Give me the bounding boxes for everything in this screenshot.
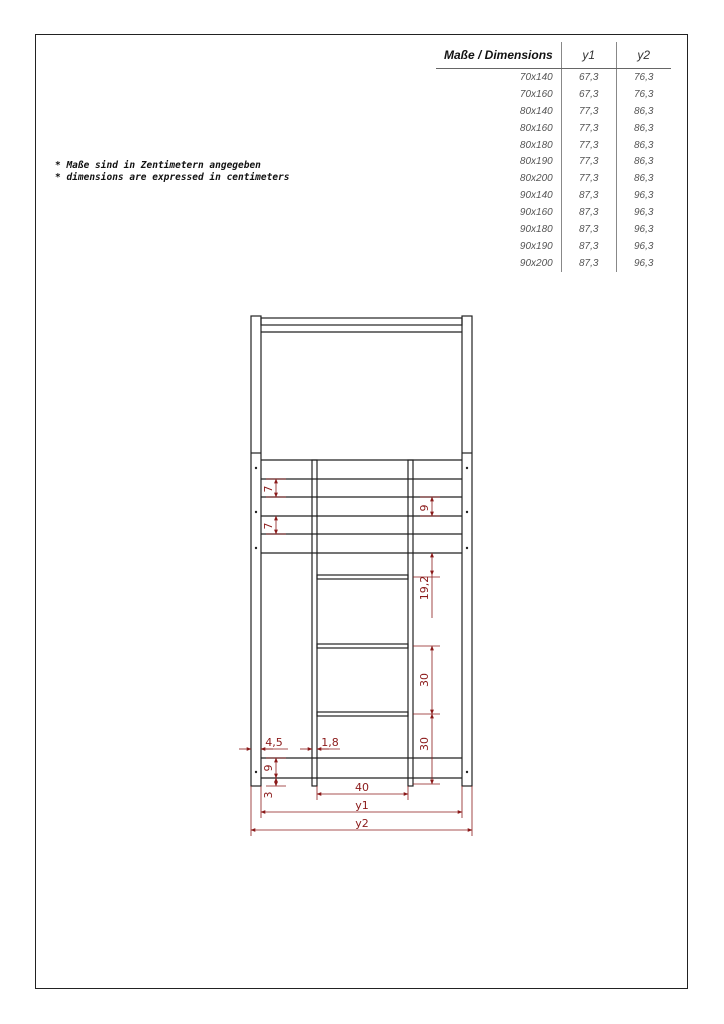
dim-label-post-width: 4,5 bbox=[265, 736, 283, 749]
bolt-dot bbox=[466, 771, 468, 773]
bolt-dot bbox=[255, 511, 257, 513]
cell-y1: 77,3 bbox=[561, 137, 616, 154]
ladder-rung-2 bbox=[317, 644, 408, 648]
dim-label-bottom-height: 9 bbox=[262, 764, 275, 772]
cell-size: 90x140 bbox=[519, 190, 553, 202]
bolt-dots bbox=[255, 467, 468, 773]
cell-y2: 96,3 bbox=[616, 238, 671, 255]
dim-label-y1: y1 bbox=[355, 799, 369, 812]
cell-y1: 87,3 bbox=[561, 204, 616, 221]
header-y1: y1 bbox=[561, 42, 616, 69]
left-post bbox=[251, 316, 261, 786]
cell-size: 90x180 bbox=[519, 223, 553, 235]
cell-size: 90x160 bbox=[519, 207, 553, 219]
bolt-dot bbox=[466, 511, 468, 513]
dim-label-y2: y2 bbox=[355, 817, 369, 830]
cell-size: 80x160 bbox=[519, 122, 553, 134]
cell-y2: 86,3 bbox=[616, 120, 671, 137]
bolt-dot bbox=[466, 467, 468, 469]
cell-y2: 86,3 bbox=[616, 103, 671, 120]
dim-label-rung-second: 30 bbox=[418, 673, 431, 687]
cell-size: 90x200 bbox=[519, 257, 553, 269]
bolt-dot bbox=[255, 467, 257, 469]
cell-y2: 76,3 bbox=[616, 69, 671, 86]
ladder-rung-3 bbox=[317, 712, 408, 716]
ladder-rung-1 bbox=[317, 575, 408, 579]
dim-label-rung-first: 19,2 bbox=[418, 575, 431, 601]
cell-size: 90x190 bbox=[519, 240, 553, 252]
cell-y2: 86,3 bbox=[616, 153, 671, 170]
dim-label-rail-gap-top: 7 bbox=[262, 485, 275, 493]
bed-frame bbox=[251, 316, 472, 786]
cell-y2: 96,3 bbox=[616, 204, 671, 221]
dim-label-rung-third: 30 bbox=[418, 737, 431, 751]
cell-y1: 67,3 bbox=[561, 69, 616, 86]
note-english: * dimensions are expressed in centimeters bbox=[55, 172, 290, 183]
cell-y2: 86,3 bbox=[616, 137, 671, 154]
cell-y1: 67,3 bbox=[561, 86, 616, 103]
top-rail bbox=[261, 318, 462, 325]
cell-y2: 86,3 bbox=[616, 170, 671, 187]
cell-size: 80x140 bbox=[519, 105, 553, 117]
ladder-right-post bbox=[408, 460, 413, 786]
dim-label-rail-gap-mid: 7 bbox=[262, 522, 275, 530]
cell-y1: 77,3 bbox=[561, 170, 616, 187]
cell-y1: 87,3 bbox=[561, 255, 616, 272]
dim-label-bottom-gap: 3 bbox=[262, 791, 275, 799]
dim-label-right-gap: 9 bbox=[418, 504, 431, 512]
cell-size: 80x190 bbox=[519, 156, 553, 168]
cell-y1: 87,3 bbox=[561, 221, 616, 238]
cell-size: 70x140 bbox=[519, 71, 553, 83]
header-y2: y2 bbox=[616, 42, 671, 69]
cell-y1: 87,3 bbox=[561, 238, 616, 255]
cell-size: 70x160 bbox=[519, 88, 553, 100]
cell-y1: 77,3 bbox=[561, 153, 616, 170]
cell-y2: 96,3 bbox=[616, 187, 671, 204]
cell-y1: 77,3 bbox=[561, 120, 616, 137]
cell-size: 80x200 bbox=[519, 173, 553, 185]
bolt-dot bbox=[255, 771, 257, 773]
dim-label-ladder-width: 40 bbox=[355, 781, 369, 794]
cell-y1: 87,3 bbox=[561, 187, 616, 204]
ladder-left-post bbox=[312, 460, 317, 786]
cell-size: 80x180 bbox=[519, 139, 553, 151]
dim-label-ladder-post: 1,8 bbox=[321, 736, 339, 749]
bolt-dot bbox=[255, 547, 257, 549]
note-german: * Maße sind in Zentimetern angegeben bbox=[55, 160, 261, 171]
cell-y2: 96,3 bbox=[616, 221, 671, 238]
cell-y2: 76,3 bbox=[616, 86, 671, 103]
bolt-dot bbox=[466, 547, 468, 549]
cell-y1: 77,3 bbox=[561, 103, 616, 120]
right-post bbox=[462, 316, 472, 786]
cell-y2: 96,3 bbox=[616, 255, 671, 272]
header-dimensions: Maße / Dimensions bbox=[436, 42, 561, 69]
